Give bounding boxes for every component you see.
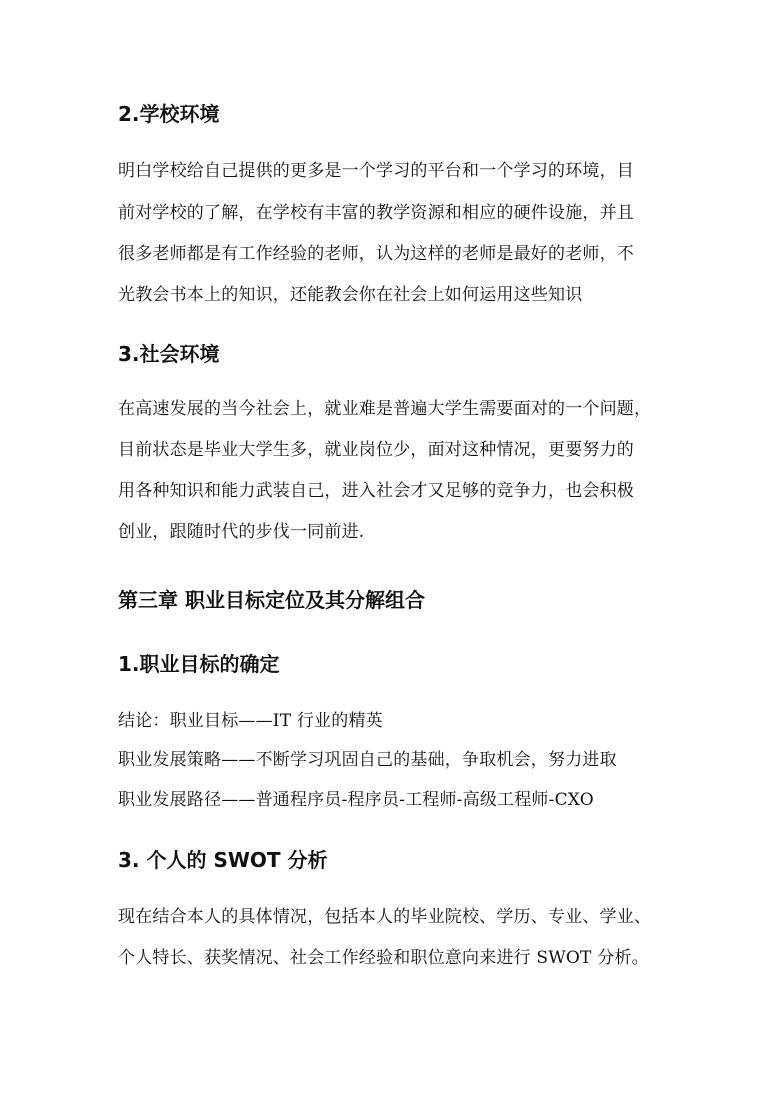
school-paragraph-line-2: 前对学校的了解，在学校有丰富的教学资源和相应的硬件设施，并且 <box>118 203 634 223</box>
school-paragraph-line-4: 光教会书本上的知识，还能教会你在社会上如何运用这些知识 <box>118 285 583 305</box>
society-environment-heading: 3.社会环境 <box>118 342 220 366</box>
school-paragraph-line-1: 明白学校给自己提供的更多是一个学习的平台和一个学习的环境，目 <box>118 161 634 181</box>
society-paragraph-line-2: 目前状态是毕业大学生多，就业岗位少，面对这种情况，更要努力的 <box>118 440 634 460</box>
career-goal-heading: 1.职业目标的确定 <box>118 652 280 676</box>
school-paragraph-line-3: 很多老师都是有工作经验的老师，认为这样的老师是最好的老师，不 <box>118 244 634 264</box>
school-environment-heading: 2.学校环境 <box>118 102 220 126</box>
society-paragraph-line-1: 在高速发展的当今社会上，就业难是普遍大学生需要面对的一个问题， <box>118 399 652 419</box>
society-paragraph-line-3: 用各种知识和能力武装自己，进入社会才又足够的竞争力，也会积极 <box>118 481 634 501</box>
career-goal-conclusion: 结论：职业目标——IT 行业的精英 <box>118 711 383 731</box>
swot-paragraph-line-2: 个人特长、获奖情况、社会工作经验和职位意向来进行 SWOT 分析。 <box>118 948 649 968</box>
society-paragraph-line-4: 创业，跟随时代的步伐一同前进. <box>118 522 365 542</box>
swot-paragraph-line-1: 现在结合本人的具体情况，包括本人的毕业院校、学历、专业、学业、 <box>118 907 652 927</box>
chapter-three-heading: 第三章 职业目标定位及其分解组合 <box>118 588 425 612</box>
swot-analysis-heading: 3. 个人的 SWOT 分析 <box>118 848 328 872</box>
career-strategy-line: 职业发展策略——不断学习巩固自己的基础，争取机会，努力进取 <box>118 750 617 770</box>
career-path-line: 职业发展路径——普通程序员-程序员-工程师-高级工程师-CXO <box>118 790 594 810</box>
